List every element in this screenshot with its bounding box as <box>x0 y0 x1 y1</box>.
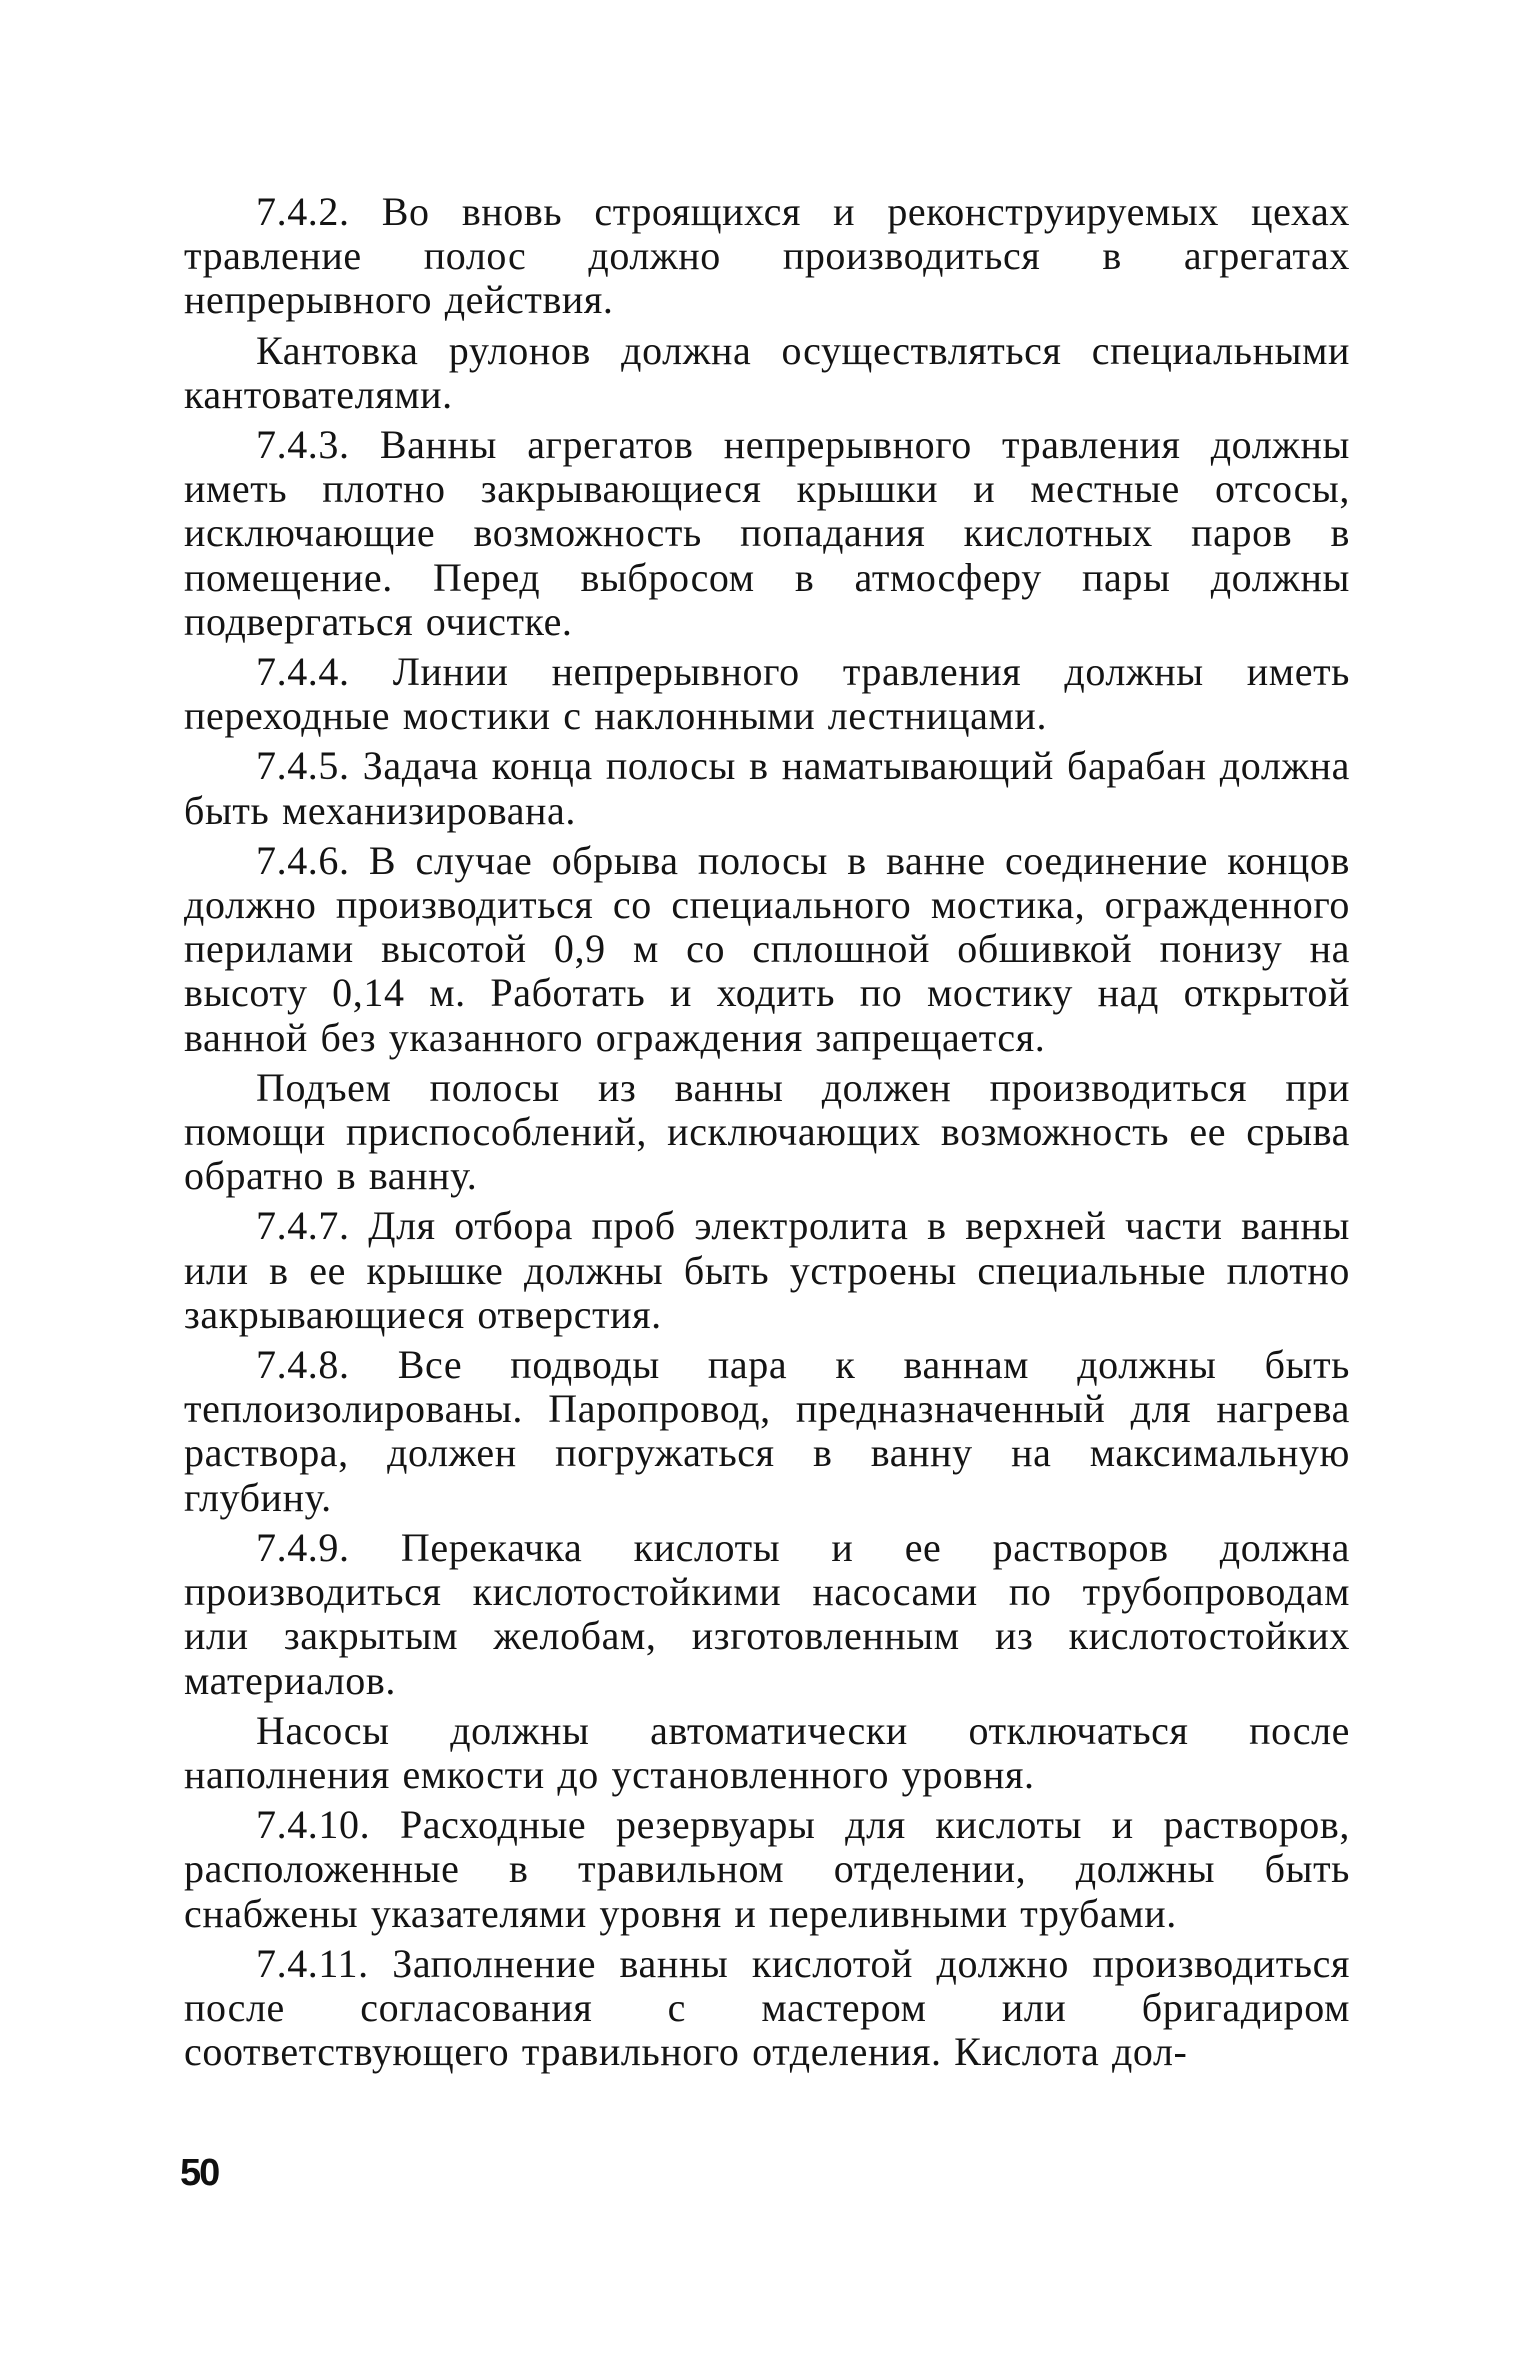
page-number: 50 <box>180 2152 219 2194</box>
paragraph-7-4-5: 7.4.5. Задача конца полосы в наматывающий барабан должна быть механизирована. <box>184 743 1350 833</box>
paragraph-kantovka: Кантовка рулонов должна осуществляться специальными кантователями. <box>184 327 1350 417</box>
paragraph-podem-polosy: Подъем полосы из ванны должен производиться при помощи приспособлений, исключающих возможность ее срыва обратно в ванну. <box>184 1064 1350 1199</box>
paragraph-7-4-10: 7.4.10. Расходные резервуары для кислоты и растворов, расположенные в травильном отделении, должны быть снабжены указателями уровня и переливными трубами. <box>184 1802 1350 1936</box>
paragraph-7-4-2: 7.4.2. Во вновь строящихся и реконструируемых цехах травление полос должно производиться в агрегатах непрерывного действия. <box>184 189 1350 323</box>
document-body <box>184 190 1350 2080</box>
paragraph-7-4-9: 7.4.9. Перекачка кислоты и ее растворов должна производиться кислотостойкими насосами по трубопроводам или закрытым желобам, изготовленным из кислотостойких материалов. <box>184 1524 1350 1703</box>
paragraph-7-4-7: 7.4.7. Для отбора проб электролита в верхней части ванны или в ее крышке должны быть устроены специальные плотно закрывающиеся отверстия. <box>184 1203 1350 1337</box>
paragraph-7-4-6: 7.4.6. В случае обрыва полосы в ванне соединение концов должно производиться со специального мостика, огражденного перилами высотой 0,9 м со сплошной обшивкой понизу на высоту 0,14 м. Работать и ходить по мостику над открытой ванной без указанного ограждения запрещается. <box>184 837 1350 1060</box>
paragraph-nasosy: Насосы должны автоматически отключаться после наполнения емкости до установленного уровня. <box>184 1707 1350 1797</box>
paragraph-7-4-11: 7.4.11. Заполнение ванны кислотой должно производиться после согласования с мастером или бригадиром соответствующего травильного отделения. Кислота дол- <box>184 1940 1350 2075</box>
paragraph-7-4-8: 7.4.8. Все подводы пара к ваннам должны быть теплоизолированы. Паропровод, предназначенный для нагрева раствора, должен погружаться в ванну на максимальную глубину. <box>184 1342 1350 1520</box>
paragraph-7-4-4: 7.4.4. Линии непрерывного травления должны иметь переходные мостики с наклонными лестницами. <box>184 649 1350 739</box>
paragraph-7-4-3: 7.4.3. Ванны агрегатов непрерывного травления должны иметь плотно закрывающиеся крышки и местные отсосы, исключающие возможность попадания кислотных паров в помещение. Перед выбросом в атмосферу пары должны подвергаться очистке. <box>184 422 1350 644</box>
